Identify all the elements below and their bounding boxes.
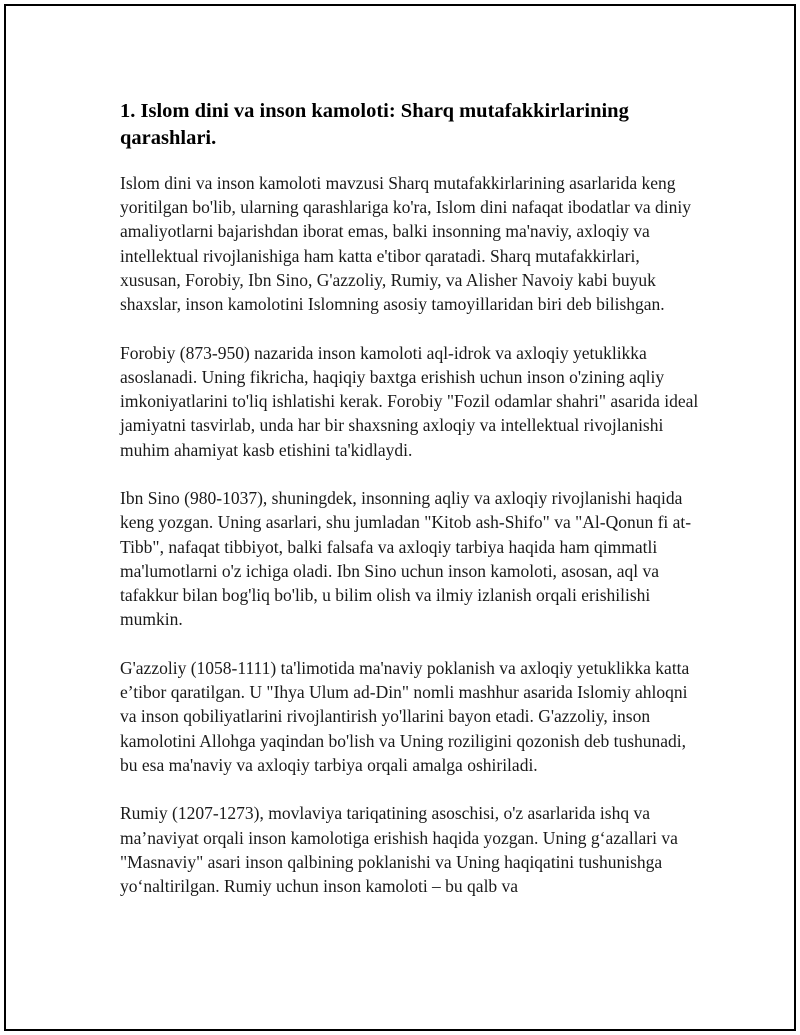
paragraph-rumi: Rumiy (1207-1273), movlaviya tariqatining asoschisi, o'z asarlarida ishq va ma’naviyat orqali inson kamolotiga erishish haqida yozgan. Uning g‘azallari va "Masnaviy" asari inson qalbining poklanishi va Uning haqiqatini tushunishga yo‘naltirilgan. Rumiy uchun inson kamoloti – bu qalb va	[120, 803, 678, 897]
document-body	[120, 98, 700, 923]
paragraph-ibn-sino: Ibn Sino (980-1037), shuningdek, insonning aqliy va axloqiy rivojlanishi haqida keng yozgan. Uning asarlari, shu jumladan "Kitob ash-Shifo" va "Al-Qonun fi at-Tibb", nafaqat tibbiyot, balki falsafa va axloqiy tarbiya haqida ham qimmatli ma'lumotlarni o'z ichiga oladi. Ibn Sino uchun inson kamoloti, asosan, aql va tafakkur bilan bog'liq bo'lib, u bilim olish va ilmiy izlanish orqali erishilishi mumkin.	[120, 488, 692, 630]
paragraph-farabi: Forobiy (873-950) nazarida inson kamoloti aql-idrok va axloqiy yetuklikka asoslanadi. Uning fikricha, haqiqiy baxtga erishish uchun inson o'zining aqliy imkoniyatlarini to'liq ishlatishi kerak. Forobiy "Fozil odamlar shahri" asarida ideal jamiyatni tasvirlab, unda har bir shaxsning axloqiy va intellektual rivojlanishi muhim ahamiyat kasb etishini ta'kidlaydi.	[120, 342, 699, 460]
paragraph-ghazali: G'azzoliy (1058-1111) ta'limotida ma'naviy poklanish va axloqiy yetuklikka katta e’tibor qaratilgan. U "Ihya Ulum ad-Din" nomli mashhur asarida Islomiy ahloqni va inson qobiliyatlarini rivojlantirish yo'llarini bayon etadi. G'azzoliy, inson kamolotini Allohga yaqindan bo'lish va Uning roziligini qozonish deb tushunadi, bu esa ma'naviy va axloqiy tarbiya orqali amalga oshiriladi.	[120, 657, 690, 775]
page-frame	[4, 4, 796, 1031]
document-title: 1. Islom dini va inson kamoloti: Sharq mutafakkirlarining qarashlari.	[120, 100, 629, 149]
paragraph-intro: Islom dini va inson kamoloti mavzusi Sharq mutafakkirlarining asarlarida keng yoritilgan bo'lib, ularning qarashlariga ko'ra, Islom dini nafaqat ibodatlar va diniy amaliyotlarni bajarishdan iborat emas, balki insonning ma'naviy, axloqiy va intellektual rivojlanishiga ham katta e'tibor qaratadi. Sharq mutafakkirlari, xususan, Forobiy, Ibn Sino, G'azzoliy, Rumiy, va Alisher Navoiy kabi buyuk shaxslar, inson kamolotini Islomning asosiy tamoyillaridan biri deb bilishgan.	[120, 173, 692, 315]
